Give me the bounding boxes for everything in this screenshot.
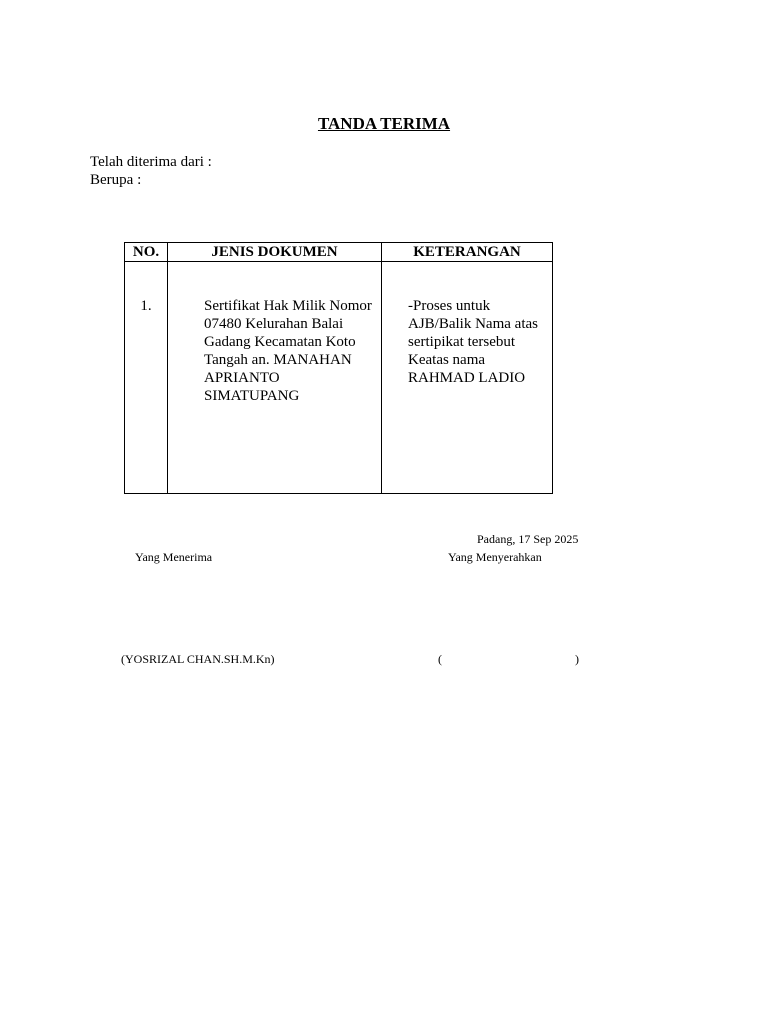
table-header-row xyxy=(125,243,553,262)
document-table xyxy=(124,242,553,494)
receiver-name: (YOSRIZAL CHAN.SH.M.Kn) xyxy=(121,652,275,666)
received-from-label: Telah diterima dari : xyxy=(90,154,212,170)
table-row xyxy=(125,262,553,494)
row-description: -Proses untuk AJB/Balik Nama atas sertipikat tersebut Keatas nama RAHMAD LADIO xyxy=(382,262,553,494)
place-date: Padang, 17 Sep 2025 xyxy=(477,532,579,546)
form-label: Berupa : xyxy=(90,172,142,188)
header-no: NO. xyxy=(125,243,168,262)
row-number: 1. xyxy=(125,262,168,494)
giver-name-close-paren: ) xyxy=(575,652,579,666)
header-keterangan: KETERANGAN xyxy=(382,243,553,262)
receiver-label: Yang Menerima xyxy=(135,550,213,564)
giver-name-open-paren: ( xyxy=(438,652,442,666)
row-document-type: Sertifikat Hak Milik Nomor 07480 Kelurahan Balai Gadang Kecamatan Koto Tangah an. MANAHAN APRIANTO SIMATUPANG xyxy=(168,262,382,494)
document-title: TANDA TERIMA xyxy=(317,114,451,133)
giver-label: Yang Menyerahkan xyxy=(448,550,542,564)
header-jenis-dokumen: JENIS DOKUMEN xyxy=(168,243,382,262)
